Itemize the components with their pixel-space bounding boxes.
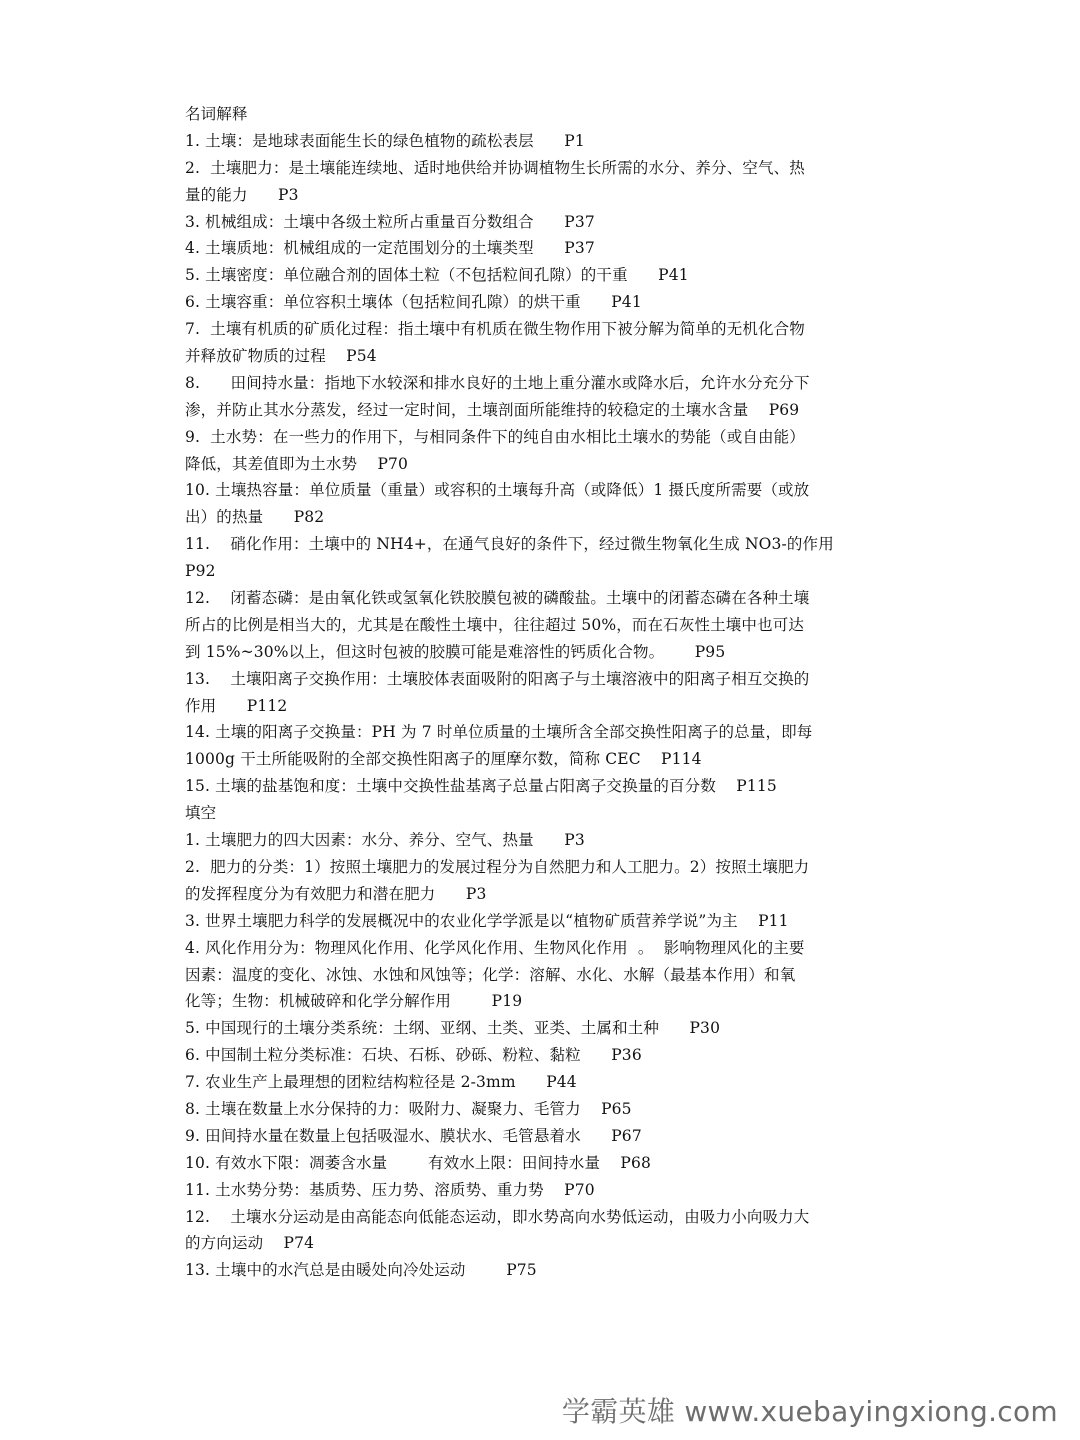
text-line: 到 15%~30%以上，但这时包被的胶膜可能是难溶性的钙质化合物。 P95	[185, 642, 726, 661]
text-line: 5. 土壤密度：单位融合剂的固体土粒（不包括粒间孔隙）的干重 P41	[185, 266, 689, 285]
text-line: 所占的比例是相当大的，尤其是在酸性土壤中，往往超过 50%，而在石灰性土壤中也可达	[185, 615, 805, 634]
text-line: 13. 土壤阳离子交换作用：土壤胶体表面吸附的阳离子与土壤溶液中的阳离子相互交换的	[185, 669, 810, 688]
text-line: 11. 硝化作用：土壤中的 NH4+，在通气良好的条件下，经过微生物氧化生成 NO3-的作用	[185, 535, 834, 554]
text-line: 7. 土壤有机质的矿质化过程：指土壤中有机质在微生物作用下被分解为简单的无机化合物	[185, 320, 805, 339]
text-line: 出）的热量 P82	[185, 508, 325, 527]
text-line: 9. 土水势：在一些力的作用下，与相同条件下的纯自由水相比土壤水的势能（或自由能）	[185, 427, 805, 446]
text-line: 降低，其差值即为土水势 P70	[185, 454, 409, 473]
text-line: 3. 机械组成：土壤中各级土粒所占重量百分数组合 P37	[185, 212, 595, 231]
text-line: 8. 田间持水量：指地下水较深和排水良好的土地上重分灌水或降水后，允许水分充分下	[185, 373, 810, 392]
text-line: 填空	[185, 804, 217, 823]
text-line: 12. 土壤水分运动是由高能态向低能态运动，即水势高向水势低运动，由吸力小向吸力大	[185, 1207, 810, 1226]
text-line: 并释放矿物质的过程 P54	[185, 347, 377, 366]
text-line: 12. 闭蓄态磷：是由氧化铁或氢氧化铁胶膜包被的磷酸盐。土壤中的闭蓄态磷在各种土壤	[185, 589, 810, 608]
text-line: 8. 土壤在数量上水分保持的力：吸附力、凝聚力、毛管力 P65	[185, 1099, 632, 1118]
text-line: 7. 农业生产上最理想的团粒结构粒径是 2-3mm P44	[185, 1073, 577, 1092]
text-line: 2. 肥力的分类：1）按照土壤肥力的发展过程分为自然肥力和人工肥力。2）按照土壤肥力	[185, 857, 810, 876]
text-line: 10. 土壤热容量：单位质量（重量）或容积的土壤每升高（或降低）1 摄氏度所需要（或放	[185, 481, 810, 500]
text-line: 4. 土壤质地：机械组成的一定范围划分的土壤类型 P37	[185, 239, 595, 258]
text-line: 6. 中国制土粒分类标准：石块、石栎、砂砾、粉粒、黏粒 P36	[185, 1046, 642, 1065]
watermark-footer: 学霸英雄 www.xuebayingxiong.com	[561, 1395, 1058, 1428]
text-line: 14. 土壤的阳离子交换量：PH 为 7 时单位质量的土壤所含全部交换性阳离子的总量，即每	[185, 723, 813, 742]
text-line: 2. 土壤肥力：是土壤能连续地、适时地供给并协调植物生长所需的水分、养分、空气、热	[185, 158, 805, 177]
text-line: 10. 有效水下限：凋萎含水量 有效水上限：田间持水量 P68	[185, 1153, 652, 1172]
text-line: 1. 土壤肥力的四大因素：水分、养分、空气、热量 P3	[185, 831, 585, 850]
text-line: 渗，并防止其水分蒸发，经过一定时间，土壤剖面所能维持的较稳定的土壤水含量 P69	[185, 400, 800, 419]
text-line: 5. 中国现行的土壤分类系统：土纲、亚纲、土类、亚类、土属和土种 P30	[185, 1019, 721, 1038]
text-line: 化等；生物：机械破碎和化学分解作用 P19	[185, 992, 523, 1011]
text-line: 1. 土壤：是地球表面能生长的绿色植物的疏松表层 P1	[185, 131, 585, 150]
text-line: 13. 土壤中的水汽总是由暖处向冷处运动 P75	[185, 1261, 537, 1280]
text-line: 的方向运动 P74	[185, 1234, 315, 1253]
text-line: 名词解释	[185, 105, 248, 123]
document-body	[185, 101, 897, 1284]
text-line: P92	[185, 562, 216, 581]
text-line: 量的能力 P3	[185, 185, 299, 204]
text-line: 11. 土水势分势：基质势、压力势、溶质势、重力势 P70	[185, 1180, 595, 1199]
text-line: 因素：温度的变化、冰蚀、水蚀和风蚀等；化学：溶解、水化、水解（最基本作用）和氧	[185, 965, 796, 984]
text-line: 3. 世界土壤肥力科学的发展概况中的农业化学学派是以“植物矿质营养学说”为主 P11	[185, 911, 789, 930]
text-line: 9. 田间持水量在数量上包括吸湿水、膜状水、毛管悬着水 P67	[185, 1126, 642, 1145]
text-line: 6. 土壤容重：单位容积土壤体（包括粒间孔隙）的烘干重 P41	[185, 293, 642, 312]
text-line: 4. 风化作用分为：物理风化作用、化学风化作用、生物风化作用 。 影响物理风化的主要	[185, 938, 805, 957]
text-line: 的发挥程度分为有效肥力和潜在肥力 P3	[185, 884, 487, 903]
text-line: 1000g 干土所能吸附的全部交换性阳离子的厘摩尔数，简称 CEC P114	[185, 750, 702, 769]
text-line: 作用 P112	[185, 696, 288, 715]
text-line: 15. 土壤的盐基饱和度：土壤中交换性盐基离子总量占阳离子交换量的百分数 P115	[185, 777, 777, 796]
